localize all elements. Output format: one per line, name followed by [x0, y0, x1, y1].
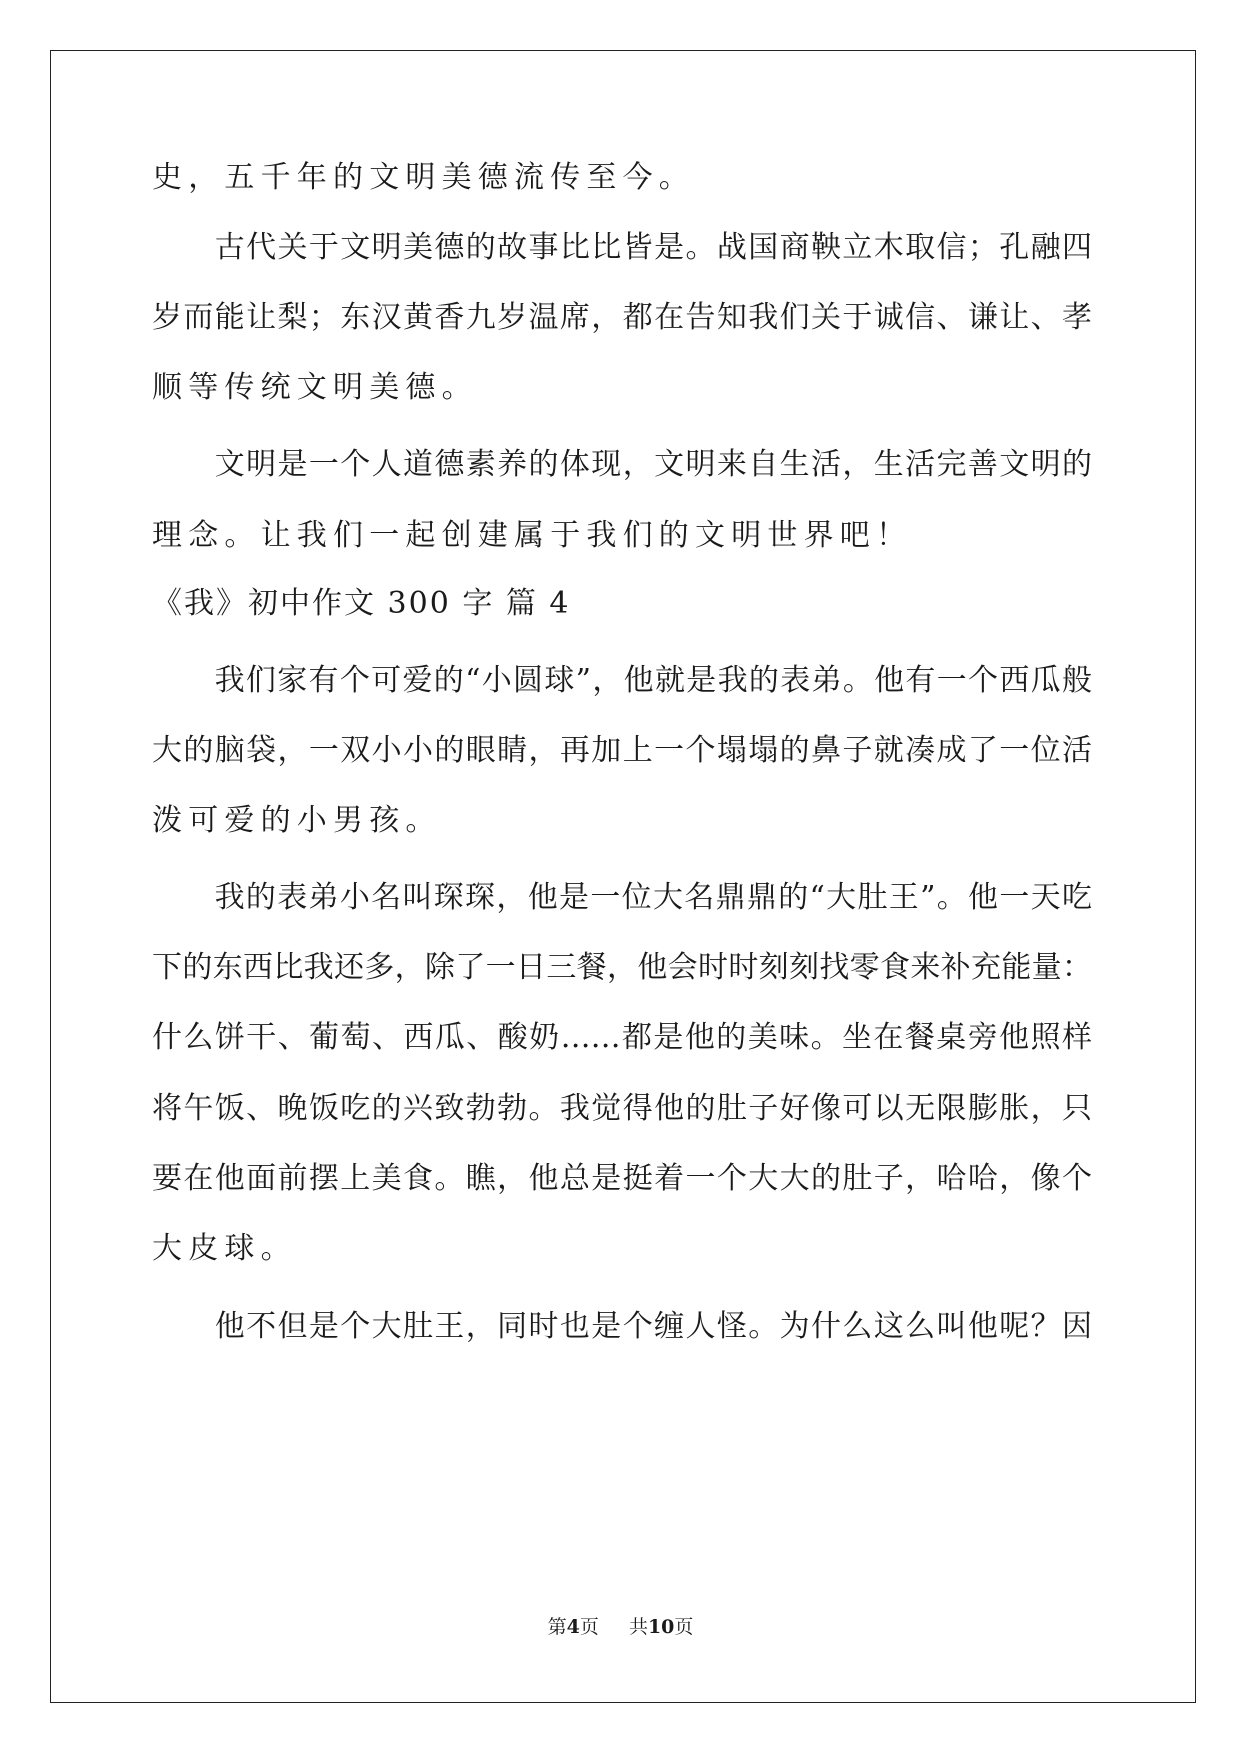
text-line: 古代关于文明美德的故事比比皆是。战国商鞅立木取信；孔融四 — [152, 230, 1092, 265]
text-line: 泼可爱的小男孩。 — [152, 803, 442, 838]
page-number-suffix: 页 — [579, 1616, 599, 1638]
text-line: 理念。让我们一起创建属于我们的文明世界吧！ — [152, 518, 913, 553]
text-line: 史，五千年的文明美德流传至今。 — [152, 160, 695, 195]
text-line: 大的脑袋，一双小小的眼睛，再加上一个塌塌的鼻子就凑成了一位活 — [152, 733, 1092, 768]
page-number-prefix: 第 — [547, 1616, 567, 1638]
text-line: 什么饼干、葡萄、西瓜、酸奶……都是他的美味。坐在餐桌旁他照样 — [152, 1020, 1092, 1055]
text-line: 将午饭、晚饭吃的兴致勃勃。我觉得他的肚子好像可以无限膨胀，只 — [152, 1091, 1092, 1126]
text-line: 大皮球。 — [152, 1231, 297, 1266]
text-line: 岁而能让梨；东汉黄香九岁温席，都在告知我们关于诚信、谦让、孝 — [152, 300, 1092, 335]
text-line: 要在他面前摆上美食。瞧，他总是挺着一个大大的肚子，哈哈，像个 — [152, 1161, 1092, 1196]
text-line: 我的表弟小名叫琛琛，他是一位大名鼎鼎的“大肚王”。他一天吃 — [152, 880, 1092, 915]
text-line: 他不但是个大肚王，同时也是个缠人怪。为什么这么叫他呢？因 — [152, 1309, 1092, 1344]
page-total-suffix: 页 — [674, 1616, 694, 1638]
page-total: 10 — [647, 1616, 675, 1638]
page-footer — [0, 1615, 1241, 1639]
page-total-prefix: 共 — [628, 1616, 648, 1638]
page-number-current: 4 — [566, 1616, 580, 1638]
text-line: 下的东西比我还多，除了一日三餐，他会时时刻刻找零食来补充能量： — [152, 950, 1092, 985]
section-heading: 《我》初中作文 300 字 篇 4 — [152, 586, 571, 621]
text-line: 文明是一个人道德素养的体现，文明来自生活，生活完善文明的 — [152, 447, 1092, 482]
text-line: 顺等传统文明美德。 — [152, 370, 478, 405]
text-line: 我们家有个可爱的“小圆球”，他就是我的表弟。他有一个西瓜般 — [152, 663, 1092, 698]
